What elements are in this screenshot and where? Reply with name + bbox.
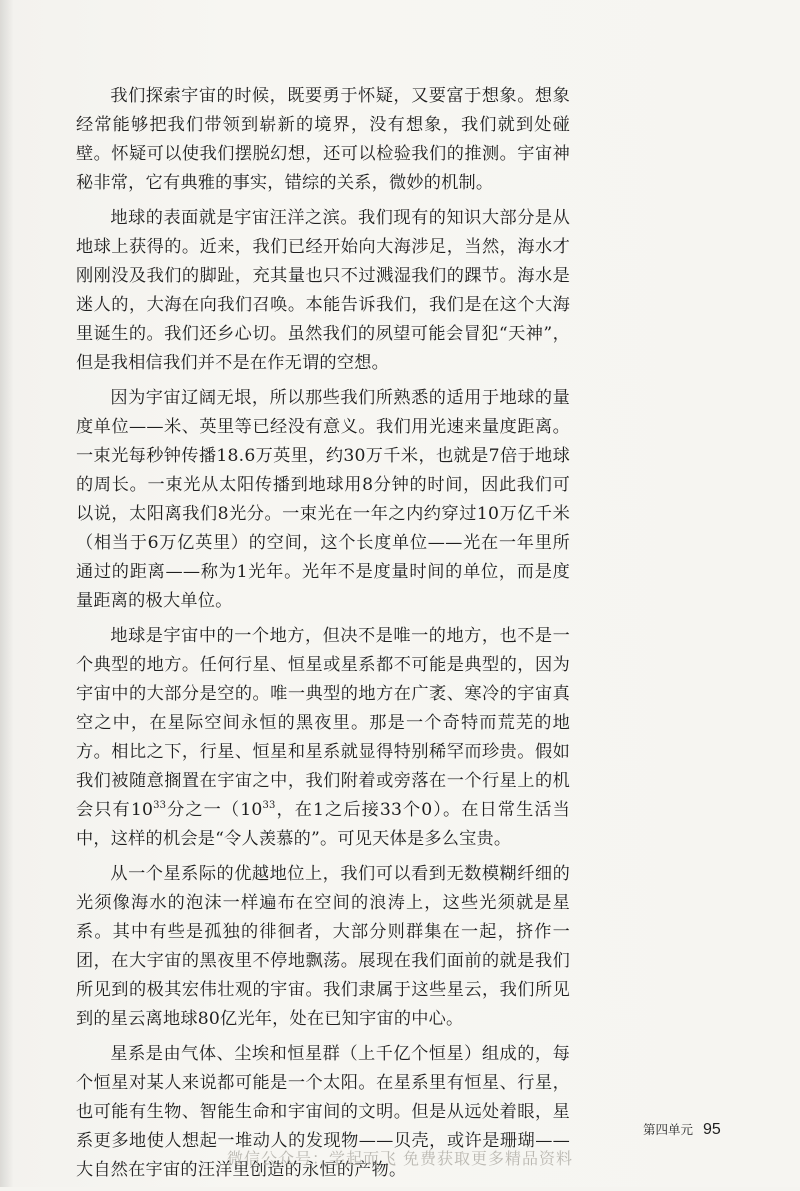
page-footer: [643, 1120, 721, 1140]
paragraph-3: 因为宇宙辽阔无垠，所以那些我们所熟悉的适用于地球的量度单位——米、英里等已经没有意义。我们用光速来量度距离。一束光每秒钟传播18.6万英里，约30万千米，也就是7倍于地球的周长。一束光从太阳传播到地球用8分钟的时间，因此我们可以说，太阳离我们8光分。一束光在一年之内约穿过10万亿千米（相当于6万亿英里）的空间，这个长度单位——光在一年里所通过的距离——称为1光年。光年不是度量时间的单位，而是度量距离的极大单位。: [76, 388, 570, 611]
paragraph-4: [76, 622, 570, 854]
exponent-2: 33: [262, 800, 276, 811]
spine-shadow: [0, 0, 14, 1187]
exponent-1: 33: [153, 800, 167, 811]
paragraph-4-part-3: ，在1之后接33个0）。在日常生活当中，这样的机会是“令人羡慕的”。可见天体是多么宝贵。: [76, 800, 570, 849]
paragraph-4-part-1: 地球是宇宙中的一个地方，但决不是唯一的地方，也不是一个典型的地方。任何行星、恒星或星系都不可能是典型的，因为宇宙中的大部分是空的。唯一典型的地方在广袤、寒冷的宇宙真空之中，在星际空间永恒的黑夜里。那是一个奇特而荒芜的地方。相比之下，行星、恒星和星系就显得特别稀罕而珍贵。假如我们被随意搁置在宇宙之中，我们附着或旁落在一个行星上的机会只有10: [76, 626, 570, 820]
body-text: [76, 82, 570, 1191]
paragraph-5: 从一个星系际的优越地位上，我们可以看到无数模糊纤细的光须像海水的泡沫一样遍布在空间的浪涛上，这些光须就是星系。其中有些是孤独的徘徊者，大部分则群集在一起，挤作一团，在大宇宙的黑夜里不停地飘荡。展现在我们面前的就是我们所见到的极其宏伟壮观的宇宙。我们隶属于这些星云，我们所见到的星云离地球80亿光年，处在已知宇宙的中心。: [76, 864, 570, 1029]
watermark-text: 微信公众号：学起而飞 免费获取更多精品资料: [226, 1149, 574, 1168]
paragraph-4-part-2: 分之一（10: [166, 800, 263, 820]
page-number: 95: [703, 1121, 721, 1138]
paragraph-2: 地球的表面就是宇宙汪洋之滨。我们现有的知识大部分是从地球上获得的。近来，我们已经开始向大海涉足，当然，海水才刚刚没及我们的脚趾，充其量也只不过溅湿我们的踝节。海水是迷人的，大海在向我们召唤。本能告诉我们，我们是在这个大海里诞生的。我们还乡心切。虽然我们的夙望可能会冒犯“天神”，但是我相信我们并不是在作无谓的空想。: [76, 208, 570, 373]
paragraph-1: 我们探索宇宙的时候，既要勇于怀疑，又要富于想象。想象经常能够把我们带领到崭新的境界，没有想象，我们就到处碰壁。怀疑可以使我们摆脱幻想，还可以检验我们的推测。宇宙神秘非常，它有典雅的事实，错综的关系，微妙的机制。: [76, 86, 570, 193]
paragraph-6: 星系是由气体、尘埃和恒星群（上千亿个恒星）组成的，每个恒星对某人来说都可能是一个太阳。在星系里有恒星、行星，也可能有生物、智能生命和宇宙间的文明。但是从远处着眼，星系更多地使人想起一堆动人的发现物——贝壳，或许是珊瑚——大自然在宇宙的汪洋里创造的永恒的产物。: [76, 1044, 570, 1180]
unit-label: 第四单元: [643, 1122, 694, 1137]
